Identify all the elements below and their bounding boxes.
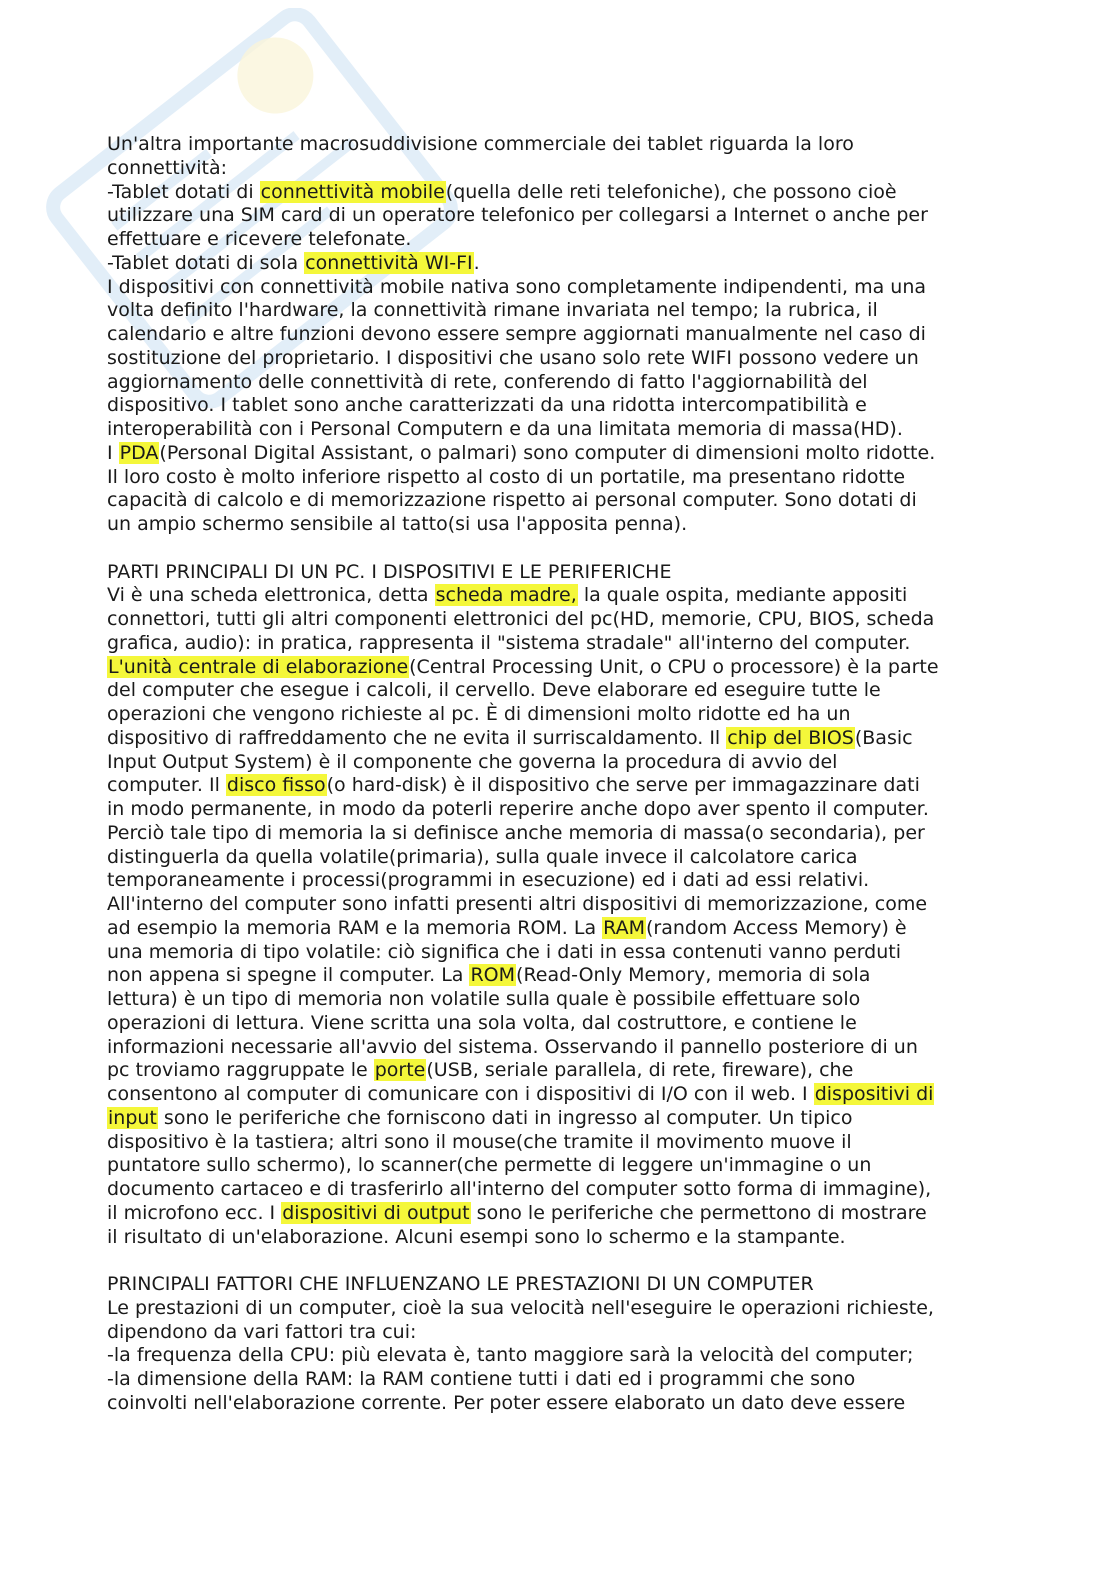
text-line — [107, 678, 881, 702]
text-line — [107, 203, 928, 227]
text-run: interoperabilità con i Personal Computern e da una limitata memoria di massa(HD). — [107, 418, 903, 440]
text-run: la quale ospita, mediante appositi — [577, 584, 908, 607]
text-run: grafica, audio): in pratica, rappresenta il "sistema stradale" all'interno del computer. — [107, 631, 911, 654]
text-run: coinvolti nell'elaborazione corrente. Per poter essere elaborato un dato deve essere — [107, 1391, 906, 1414]
text-run: -Tablet dotati di sola — [107, 251, 305, 274]
text-line — [107, 631, 910, 655]
text-line — [107, 298, 878, 322]
text-run: connettori, tutti gli altri componenti elettronici del pc(HD, memorie, CPU, BIOS, scheda — [107, 608, 935, 630]
highlighted-term: PDA — [119, 441, 159, 464]
text-run: -la frequenza della CPU: più elevata è, tanto maggiore sarà la velocità del computer; — [107, 1344, 914, 1367]
text-line — [107, 1320, 416, 1344]
text-line — [107, 1058, 853, 1082]
text-run: . — [473, 251, 480, 274]
text-run: -Tablet dotati di — [107, 180, 260, 203]
text-run: connettività: — [107, 156, 228, 179]
text-run: dispositivo è la tastiera; altri sono il mouse(che tramite il movimento muove il — [107, 1130, 852, 1153]
text-run: sono le periferiche che forniscono dati in ingresso al computer. Un tipico — [157, 1106, 853, 1129]
text-run: (USB, seriale parallela, di rete, fireware), che — [426, 1059, 854, 1082]
text-line — [107, 892, 927, 916]
highlighted-term: chip del BIOS — [727, 726, 854, 749]
text-run: volta definito l'hardware, la connettività rimane invariata nel tempo; la rubrica, il — [107, 299, 878, 322]
text-line — [107, 987, 860, 1011]
text-line — [107, 1296, 934, 1320]
text-line — [107, 821, 925, 845]
text-line — [107, 132, 854, 156]
text-line — [107, 1106, 853, 1130]
text-line — [107, 441, 935, 465]
highlighted-term: dispositivi di output — [282, 1201, 470, 1224]
text-run: lettura) è un tipo di memoria non volatile sulla quale è possibile effettuare solo — [107, 988, 861, 1010]
text-run: calendario e altre funzioni devono essere sempre aggiornati manualmente nel caso di — [107, 323, 926, 345]
text-run: (Central Processing Unit, o CPU o processore) è la parte — [409, 655, 939, 678]
text-line — [107, 156, 227, 180]
text-run: pc troviamo raggruppate le — [107, 1059, 374, 1082]
text-run: All'interno del computer sono infatti presenti altri dispositivi di memorizzazione, come — [107, 893, 928, 915]
text-run: distinguerla da quella volatile(primaria), sulla quale invece il calcolatore carica — [107, 845, 858, 868]
text-line — [107, 963, 870, 987]
text-line — [107, 1391, 905, 1415]
highlighted-term: connettività WI-FI — [305, 251, 473, 274]
text-run: Le prestazioni di un computer, cioè la sua velocità nell'eseguire le operazioni richieste, — [107, 1296, 934, 1319]
text-run: operazioni che vengono richieste al pc. È di dimensioni molto ridotte ed ha un — [107, 703, 851, 725]
text-line — [107, 275, 926, 299]
text-run: (Basic — [854, 726, 913, 749]
text-line — [107, 488, 917, 512]
text-run: Un'altra importante macrosuddivisione commerciale dei tablet riguarda la loro — [107, 133, 854, 155]
text-run: una memoria di tipo volatile: ciò significa che i dati in essa contenuti vanno perduti — [107, 940, 902, 963]
text-line — [107, 655, 939, 679]
text-run: Il loro costo è molto inferiore rispetto al costo di un portatile, ma presentano ridotte — [107, 465, 906, 488]
text-run: dipendono da vari fattori tra cui: — [107, 1320, 417, 1343]
text-line — [107, 940, 901, 964]
highlighted-term: input — [108, 1106, 157, 1129]
text-line — [107, 1153, 871, 1177]
text-run: I dispositivi con connettività mobile nativa sono completamente indipendenti, ma una — [107, 275, 927, 298]
text-line — [107, 1367, 855, 1391]
text-run: consentono al computer di comunicare con i dispositivi di I/O con il web. I — [107, 1083, 814, 1105]
text-line — [107, 1130, 852, 1154]
text-run: (quella delle reti telefoniche), che possono cioè — [445, 180, 897, 203]
text-run: informazioni necessarie all'avvio del sistema. Osservando il pannello posteriore di un — [107, 1035, 918, 1058]
text-run: PARTI PRINCIPALI DI UN PC. I DISPOSITIVI E LE PERIFERICHE — [107, 560, 672, 583]
highlighted-term: connettività mobile — [260, 180, 445, 203]
text-run: in modo permanente, in modo da poterli reperire anche dopo aver spento il computer. — [107, 798, 929, 820]
text-run: PRINCIPALI FATTORI CHE INFLUENZANO LE PRESTAZIONI DI UN COMPUTER — [107, 1273, 814, 1295]
text-run: ad esempio la memoria RAM e la memoria ROM. La — [107, 916, 603, 939]
highlighted-term: RAM — [603, 916, 645, 939]
text-run: (random Access Memory) è — [645, 916, 907, 939]
text-line — [107, 417, 903, 441]
text-line — [107, 1177, 931, 1201]
text-run: sono le periferiche che permettono di mostrare — [470, 1201, 927, 1224]
text-run: dispositivo. I tablet sono anche caratterizzati da una ridotta intercompatibilità e — [107, 394, 867, 417]
text-run: -la dimensione della RAM: la RAM contiene tutti i dati ed i programmi che sono — [107, 1368, 856, 1390]
highlighted-term: L'unità centrale di elaborazione — [108, 655, 409, 678]
text-line — [107, 393, 867, 417]
text-line — [107, 868, 869, 892]
text-line — [107, 773, 920, 797]
text-line — [107, 227, 411, 251]
text-line — [107, 1201, 927, 1225]
text-run: (o hard-disk) è il dispositivo che serve per immagazzinare dati — [326, 774, 920, 797]
text-run: aggiornamento delle connettività di rete, conferendo di fatto l'aggiornabilità del — [107, 370, 868, 393]
text-run: il microfono ecc. I — [107, 1201, 282, 1224]
highlighted-term: porte — [374, 1059, 426, 1082]
text-run: Input Output System) è il componente che governa la procedura di avvio del — [107, 750, 838, 773]
text-line — [107, 1082, 934, 1106]
text-run: il risultato di un'elaborazione. Alcuni esempi sono lo schermo e la stampante. — [107, 1225, 846, 1248]
text-line — [107, 797, 929, 821]
highlighted-term: dispositivi di — [814, 1083, 934, 1105]
text-run: documento cartaceo e di trasferirlo all'interno del computer sotto forma di immagine), — [107, 1178, 932, 1200]
text-line — [107, 512, 687, 536]
text-run: utilizzare una SIM card di un operatore telefonico per collegarsi a Internet o anche per — [107, 204, 928, 227]
text-line — [107, 346, 919, 370]
text-line — [107, 726, 913, 750]
text-run: puntatore sullo schermo), lo scanner(che permette di leggere un'immagine o un — [107, 1154, 872, 1177]
text-run: operazioni di lettura. Viene scritta una sola volta, dal costruttore, e contiene le — [107, 1011, 857, 1034]
text-run: temporaneamente i processi(programmi in esecuzione) ed i dati ad essi relativi. — [107, 869, 870, 892]
text-run: dispositivo di raffreddamento che ne evita il surriscaldamento. Il — [107, 726, 727, 749]
text-line — [107, 1011, 857, 1035]
text-line — [107, 560, 671, 584]
text-line — [107, 251, 480, 275]
text-run: computer. Il — [107, 774, 226, 797]
text-line — [107, 370, 868, 394]
text-line — [107, 916, 907, 940]
text-line — [107, 607, 934, 631]
text-run: non appena si spegne il computer. La — [107, 964, 470, 987]
text-run: sostituzione del proprietario. I dispositivi che usano solo rete WIFI possono vedere un — [107, 346, 919, 369]
text-run: Perciò tale tipo di memoria la si definisce anche memoria di massa(o secondaria), per — [107, 821, 925, 844]
text-run: Vi è una scheda elettronica, detta — [107, 584, 435, 607]
text-line — [107, 322, 926, 346]
text-line — [107, 1035, 918, 1059]
text-line — [107, 845, 858, 869]
text-run: un ampio schermo sensibile al tatto(si usa l'apposita penna). — [107, 513, 688, 535]
text-line — [107, 1343, 913, 1367]
text-run: (Personal Digital Assistant, o palmari) sono computer di dimensioni molto ridotte. — [159, 441, 936, 464]
text-run: (Read-Only Memory, memoria di sola — [516, 964, 871, 987]
text-run: I — [107, 441, 119, 464]
text-line — [107, 702, 851, 726]
text-run: del computer che esegue i calcoli, il cervello. Deve elaborare ed eseguire tutte le — [107, 679, 881, 702]
text-line — [107, 1272, 814, 1296]
highlighted-term: disco fisso — [226, 774, 326, 797]
text-run: effettuare e ricevere telefonate. — [107, 228, 412, 250]
text-line — [107, 750, 837, 774]
text-line — [107, 583, 907, 607]
highlighted-term: ROM — [470, 964, 516, 987]
highlighted-term: scheda madre, — [435, 584, 577, 607]
text-line — [107, 1225, 846, 1249]
text-line — [107, 180, 897, 204]
text-line — [107, 465, 905, 489]
text-run: capacità di calcolo e di memorizzazione rispetto ai personal computer. Sono dotati di — [107, 489, 917, 512]
